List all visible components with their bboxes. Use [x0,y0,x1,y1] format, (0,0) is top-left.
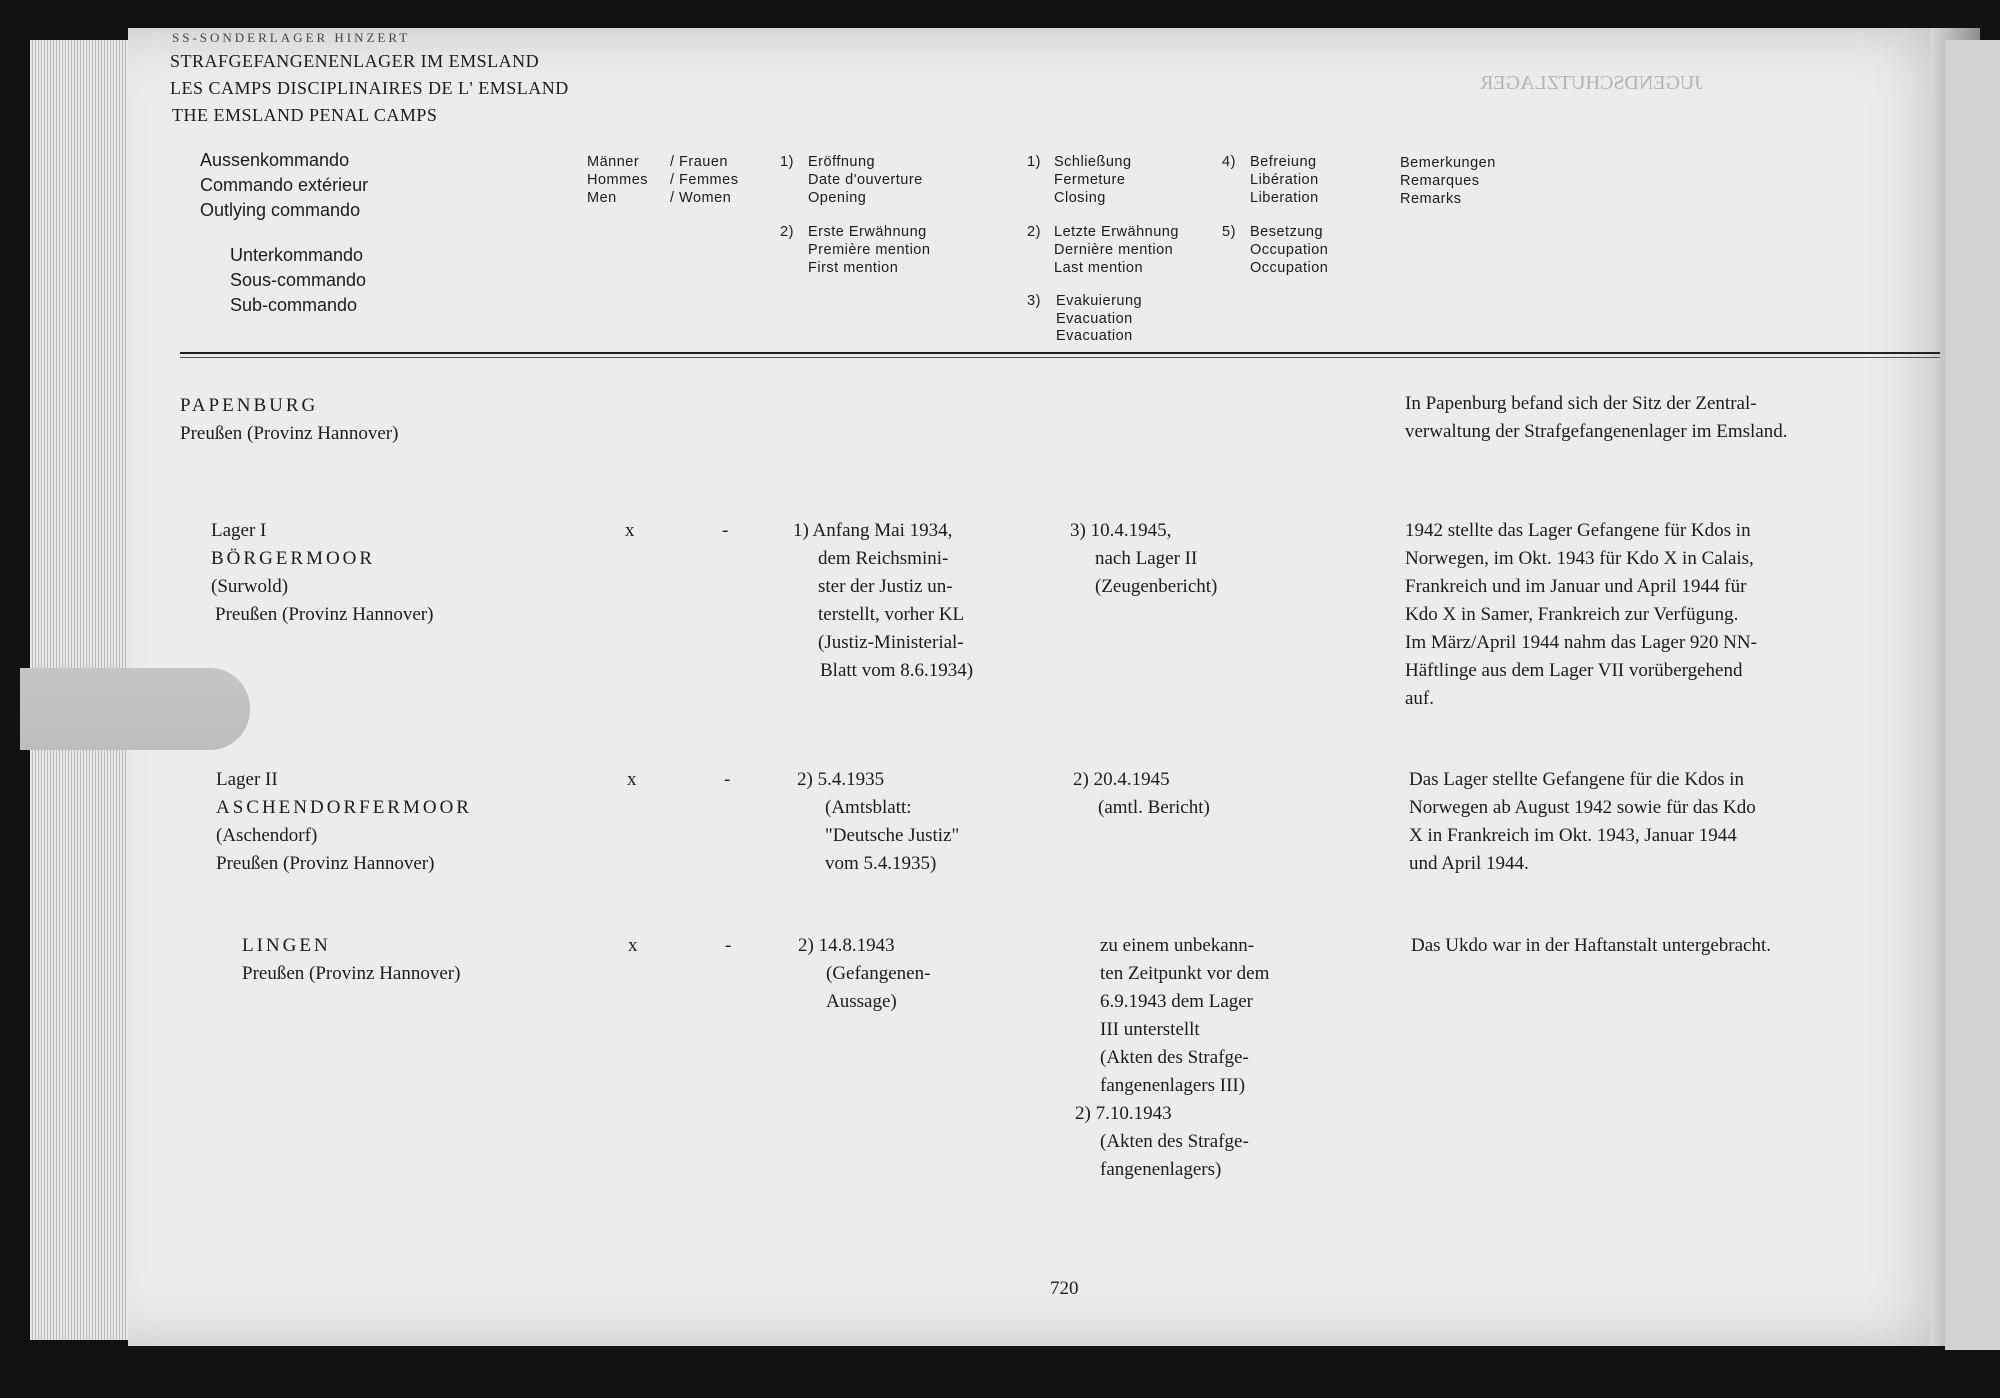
men-mark: x [628,935,638,956]
legend-last-num: 2) [1027,224,1041,240]
closing-line: fangenenlagers III) [1100,1075,1246,1096]
legend-opening-fr: Date d'ouverture [808,172,923,188]
page-clip [20,668,250,750]
legend-closing-fr: Fermeture [1054,172,1126,188]
legend-men-en: Men [587,190,617,206]
legend-sub-fr: Sous-commando [230,270,367,290]
legend-outlying-fr: Commando extérieur [200,175,369,195]
opening-line: 2) 5.4.1935 [797,769,885,790]
legend-last-en: Last mention [1054,260,1144,276]
opening-line: 2) 14.8.1943 [798,935,895,956]
remark-line: X in Frankreich im Okt. 1943, Januar 1944 [1409,825,1737,846]
opening-line: vom 5.4.1935) [825,853,937,874]
camp-location: (Surwold) [211,576,289,597]
remark-line: und April 1944. [1409,853,1529,874]
closing-line: fangenenlagers) [1100,1159,1222,1180]
legend-first-de: Erste Erwähnung [808,224,927,240]
title-de: STRAFGEFANGENENLAGER IM EMSLAND [170,51,540,71]
legend-first-en: First mention [808,260,899,276]
papenburg-region: Preußen (Provinz Hannover) [180,423,399,444]
closing-line: nach Lager II [1095,548,1198,569]
remark-line: Norwegen ab August 1942 sowie für das Kdo [1409,797,1756,818]
legend-occupation-de: Besetzung [1250,224,1324,240]
legend-closing-en: Closing [1054,190,1106,206]
bleed-through: JUGENDSCHUTZLAGER [1480,72,1703,94]
opening-line: "Deutsche Justiz" [825,825,960,846]
opening-line: terstellt, vorher KL [818,604,965,625]
women-mark: - [725,935,732,956]
closing-line: 2) 20.4.1945 [1073,769,1170,790]
legend-occupation-fr: Occupation [1250,242,1329,258]
legend-liberation-de: Befreiung [1250,154,1317,170]
closing-line: (Akten des Strafge- [1100,1131,1249,1152]
legend-sub-de: Unterkommando [230,245,364,265]
next-page-edge [1945,40,2000,1350]
closing-line: 6.9.1943 dem Lager [1100,991,1254,1012]
men-mark: x [627,769,637,790]
closing-line: ten Zeitpunkt vor dem [1100,963,1270,984]
legend-remarks-fr: Remarques [1400,173,1480,189]
legend-occupation-en: Occupation [1250,260,1329,276]
legend-first-num: 2) [780,224,794,240]
papenburg-remark-line: In Papenburg befand sich der Sitz der Zentral- [1405,393,1757,414]
camp-name: LINGEN [242,935,331,956]
legend-evac-num: 3) [1027,293,1041,309]
women-mark: - [722,520,729,541]
legend-opening-de: Eröffnung [808,154,876,170]
legend-sub-en: Sub-commando [230,295,358,315]
remark-line: Das Lager stellte Gefangene für die Kdos in [1409,769,1745,790]
legend-opening-en: Opening [808,190,867,206]
legend-women-fr: / Femmes [670,172,739,188]
camp-region: Preußen (Provinz Hannover) [216,853,435,874]
legend-opening-num: 1) [780,154,794,170]
opening-line: 1) Anfang Mai 1934, [793,520,953,541]
remark-line: Das Ukdo war in der Haftanstalt untergebracht. [1411,935,1771,956]
remark-line: Im März/April 1944 nahm das Lager 920 NN- [1405,632,1757,653]
legend-liberation-num: 4) [1222,154,1236,170]
header-rule [180,352,1940,354]
opening-line: ster der Justiz un- [818,576,953,597]
legend-last-fr: Dernière mention [1054,242,1174,258]
remark-line: Kdo X in Samer, Frankreich zur Verfügung. [1405,604,1739,625]
legend-closing-de: Schließung [1054,154,1132,170]
camp-name: ASCHENDORFERMOOR [216,797,472,818]
legend-women-de: / Frauen [670,154,728,170]
closing-line: III unterstellt [1100,1019,1200,1040]
legend-occupation-num: 5) [1222,224,1236,240]
legend-men-fr: Hommes [587,172,649,188]
closing-line: (Zeugenbericht) [1095,576,1218,597]
camp-location: (Aschendorf) [216,825,318,846]
women-mark: - [724,769,731,790]
legend-evac-fr: Evacuation [1056,311,1133,327]
opening-line: (Gefangenen- [826,963,931,984]
page-number: 720 [1050,1278,1079,1299]
title-fr: LES CAMPS DISCIPLINAIRES DE L' EMSLAND [170,78,569,98]
legend-men-de: Männer [587,154,640,170]
legend-remarks-de: Bemerkungen [1400,155,1496,171]
remark-line: 1942 stellte das Lager Gefangene für Kdos in [1405,520,1751,541]
papenburg-name: PAPENBURG [180,395,319,416]
book-page [128,28,1968,1346]
opening-line: Aussage) [826,991,897,1012]
legend-first-fr: Première mention [808,242,931,258]
camp-region: Preußen (Provinz Hannover) [242,963,461,984]
legend-closing-num: 1) [1027,154,1041,170]
closing-line: (Akten des Strafge- [1100,1047,1249,1068]
closing-line: zu einem unbekann- [1100,935,1255,956]
closing-line: 2) 7.10.1943 [1075,1103,1172,1124]
papenburg-remark-line: verwaltung der Strafgefangenenlager im Emsland. [1405,421,1788,442]
remark-line: Norwegen, im Okt. 1943 für Kdo X in Calais, [1405,548,1754,569]
closing-line: (amtl. Bericht) [1098,797,1210,818]
legend-outlying-en: Outlying commando [200,200,361,220]
men-mark: x [625,520,635,541]
header-rule-secondary [180,357,1940,358]
remark-line: auf. [1405,688,1435,709]
legend-liberation-fr: Libération [1250,172,1319,188]
legend-evac-de: Evakuierung [1056,293,1143,309]
legend-liberation-en: Liberation [1250,190,1319,206]
running-head: SS-SONDERLAGER HINZERT [172,30,411,45]
legend-evac-en: Evacuation [1056,328,1133,344]
opening-line: Blatt vom 8.6.1934) [820,660,974,681]
legend-women-en: / Women [670,190,732,206]
remark-line: Häftlinge aus dem Lager VII vorübergehend [1405,660,1743,681]
remark-line: Frankreich und im Januar und April 1944 für [1405,576,1747,597]
opening-line: (Justiz-Ministerial- [818,632,964,653]
legend-remarks-en: Remarks [1400,191,1462,207]
legend-last-de: Letzte Erwähnung [1054,224,1179,240]
closing-line: 3) 10.4.1945, [1070,520,1172,541]
opening-line: (Amtsblatt: [825,797,912,818]
camp-name: BÖRGERMOOR [211,548,376,569]
camp-label: Lager II [216,769,278,790]
legend-outlying-de: Aussenkommando [200,150,350,170]
camp-label: Lager I [211,520,267,541]
title-en: THE EMSLAND PENAL CAMPS [172,105,438,125]
camp-region: Preußen (Provinz Hannover) [215,604,434,625]
opening-line: dem Reichsmini- [818,548,949,569]
